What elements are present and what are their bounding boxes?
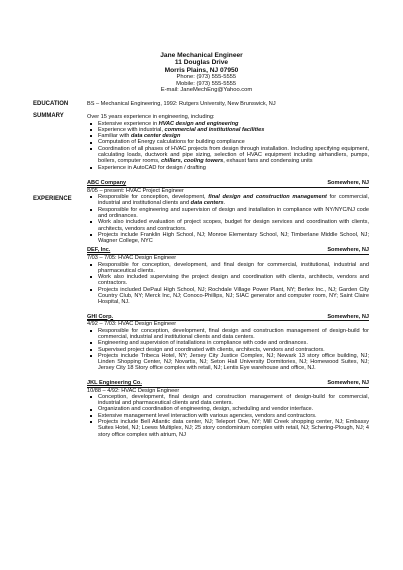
list-item: Work also included supervising the project design and coordination with clients, architects, vendors and contractors. (87, 274, 369, 287)
job-location: Somewhere, NJ (327, 179, 369, 186)
job-heading-abc (87, 180, 369, 188)
list-item: Computation of Energy calculations for building compliance (87, 139, 369, 145)
phone-label: Phone: (176, 74, 195, 81)
job-duties-ghi (87, 328, 369, 372)
phone-line (0, 74, 403, 81)
company-name: GHI Corp. (87, 313, 114, 320)
job-dates: 7/03 – 7/05: HVAC Design Engineer (87, 255, 177, 262)
education-heading: EDUCATION (33, 101, 69, 107)
list-item: Engineering and supervision of installations in compliance with code and ordinances. (87, 340, 369, 346)
list-item: Responsible for engineering and supervision of design and installation in compliance with NY/NYC/NJ code and ordinances. (87, 207, 369, 220)
experience-heading: EXPERIENCE (33, 196, 72, 202)
company-name: DEF, Inc. (87, 247, 111, 254)
candidate-name: Jane Mechanical Engineer (160, 52, 243, 59)
phone-value: (973) 555-5555 (196, 74, 237, 81)
email-value[interactable]: JaneMechEng@Yahoo.com (180, 87, 253, 94)
mobile-label: Mobile: (176, 80, 195, 87)
list-item: Familiar with data center design (87, 133, 369, 139)
list-item: Projects include Bell Atlantic data center, NJ; Teleport One, NY; Mill Creek shopping center, NJ; Embassy Suites Hotel, NJ; Loews Multiplex, NJ; 25 story condominium complex with retail, NJ; Schering-Plough, NJ; 4 story office complex with atrium, NJ (87, 419, 369, 438)
job-dates: 10/88 – 4/92: HVAC Design Engineer (87, 387, 180, 394)
job-heading-def (87, 247, 369, 255)
summary-heading: SUMMARY (33, 113, 64, 119)
resume-header (0, 52, 403, 94)
job-duties-def (87, 262, 369, 306)
list-item: Projects include Tribeca Hotel, NY; Jersey City Justice Complex, NJ; Newark 13 story office building, NJ; Linden Shopping Center, NJ; Novartis, NJ; Seton Hall University Dormitories, NJ; Homewood Suites, NJ; Jersey City 18 Story office complex with retail, NJ; Lentis Eye warehouse and office, NJ. (87, 353, 369, 372)
list-item: Supervised project design and coordinated with clients, architects, vendors and contractors. (87, 347, 369, 353)
city-state-zip: Morris Plains, NJ 07950 (164, 66, 239, 74)
content-column (87, 101, 369, 438)
job-dates: 4/92 – 7/03: HVAC Design Engineer (87, 321, 177, 328)
summary-intro: Over 15 years experience in engineering, including: (87, 114, 215, 121)
street-address: 11 Douglas Drive (174, 59, 229, 67)
list-item: Responsible for conception, development, final design and construction management for commercial, industrial and institutional clients and data centers. (87, 194, 369, 207)
job-location: Somewhere, NJ (327, 247, 369, 254)
summary-list (87, 121, 369, 171)
company-name: ABC Company (87, 179, 127, 186)
list-item: Responsible for conception, development, and final design for commercial, institutional, industrial and pharmaceutical clients. (87, 262, 369, 275)
list-item: Organization and coordination of engineering, design, scheduling and vendor interface. (87, 406, 369, 412)
list-item: Coordination of all phases of HVAC projects from design through installation. Including specifying equipment, calculating loads, ductwork and pipe sizing, selection of HVAC equipment including airhandlers, pumps, boilers, computer rooms, chillers, cooling towers, exhaust fans and condensing units (87, 146, 369, 165)
list-item: Extensive experience in HVAC design and engineering (87, 121, 369, 127)
list-item: Projects include Franklin High School, NJ; Monroe Elementary School, NJ; Timberlane Middle School, NJ; Wagner College, NYC (87, 232, 369, 245)
job-duties-abc (87, 194, 369, 244)
list-item: Experience with industrial, commercial and institutional facilities (87, 127, 369, 133)
list-item: Responsible for conception, development, final design and construction management of design-build for commercial, industrial and institutional clients and data centers. (87, 328, 369, 341)
mobile-line (0, 81, 403, 88)
education-text: BS – Mechanical Engineering, 1992: Rutgers University, New Brunswick, NJ (87, 101, 276, 107)
list-item: Work also included evaluation of project scopes, budget for design services and coordination with clients, architects, vendors and contractors. (87, 219, 369, 232)
job-heading-ghi (87, 314, 369, 322)
job-heading-jkl (87, 380, 369, 388)
email-line (0, 87, 403, 94)
list-item: Extensive management level interaction with various agencies, vendors and contractors. (87, 413, 369, 419)
job-duties-jkl (87, 394, 369, 438)
job-dates: 8/05 – present: HVAC Project Engineer (87, 187, 184, 194)
mobile-value: (973) 555-5555 (196, 80, 237, 87)
job-location: Somewhere, NJ (327, 313, 369, 320)
email-label: E-mail: (160, 87, 179, 94)
list-item: Conception, development, final design and construction management of design-build for commercial, industrial and pharmaceutical clients and data centers. (87, 394, 369, 407)
list-item: Experience in AutoCAD for design / drafting (87, 165, 369, 171)
list-item: Projects included DePaul High School, NJ; Rochdale Village Power Plant, NY; Berlex Inc., NJ; Garden City Country Club, NY; Merck Inc, NJ; Conoco-Phillips, NJ; SIAC generator and computer room, NY; Saint Claire Hospital, NJ. (87, 287, 369, 306)
job-location: Somewhere, NJ (327, 379, 369, 386)
company-name: JKL Engineering Co. (87, 379, 142, 386)
